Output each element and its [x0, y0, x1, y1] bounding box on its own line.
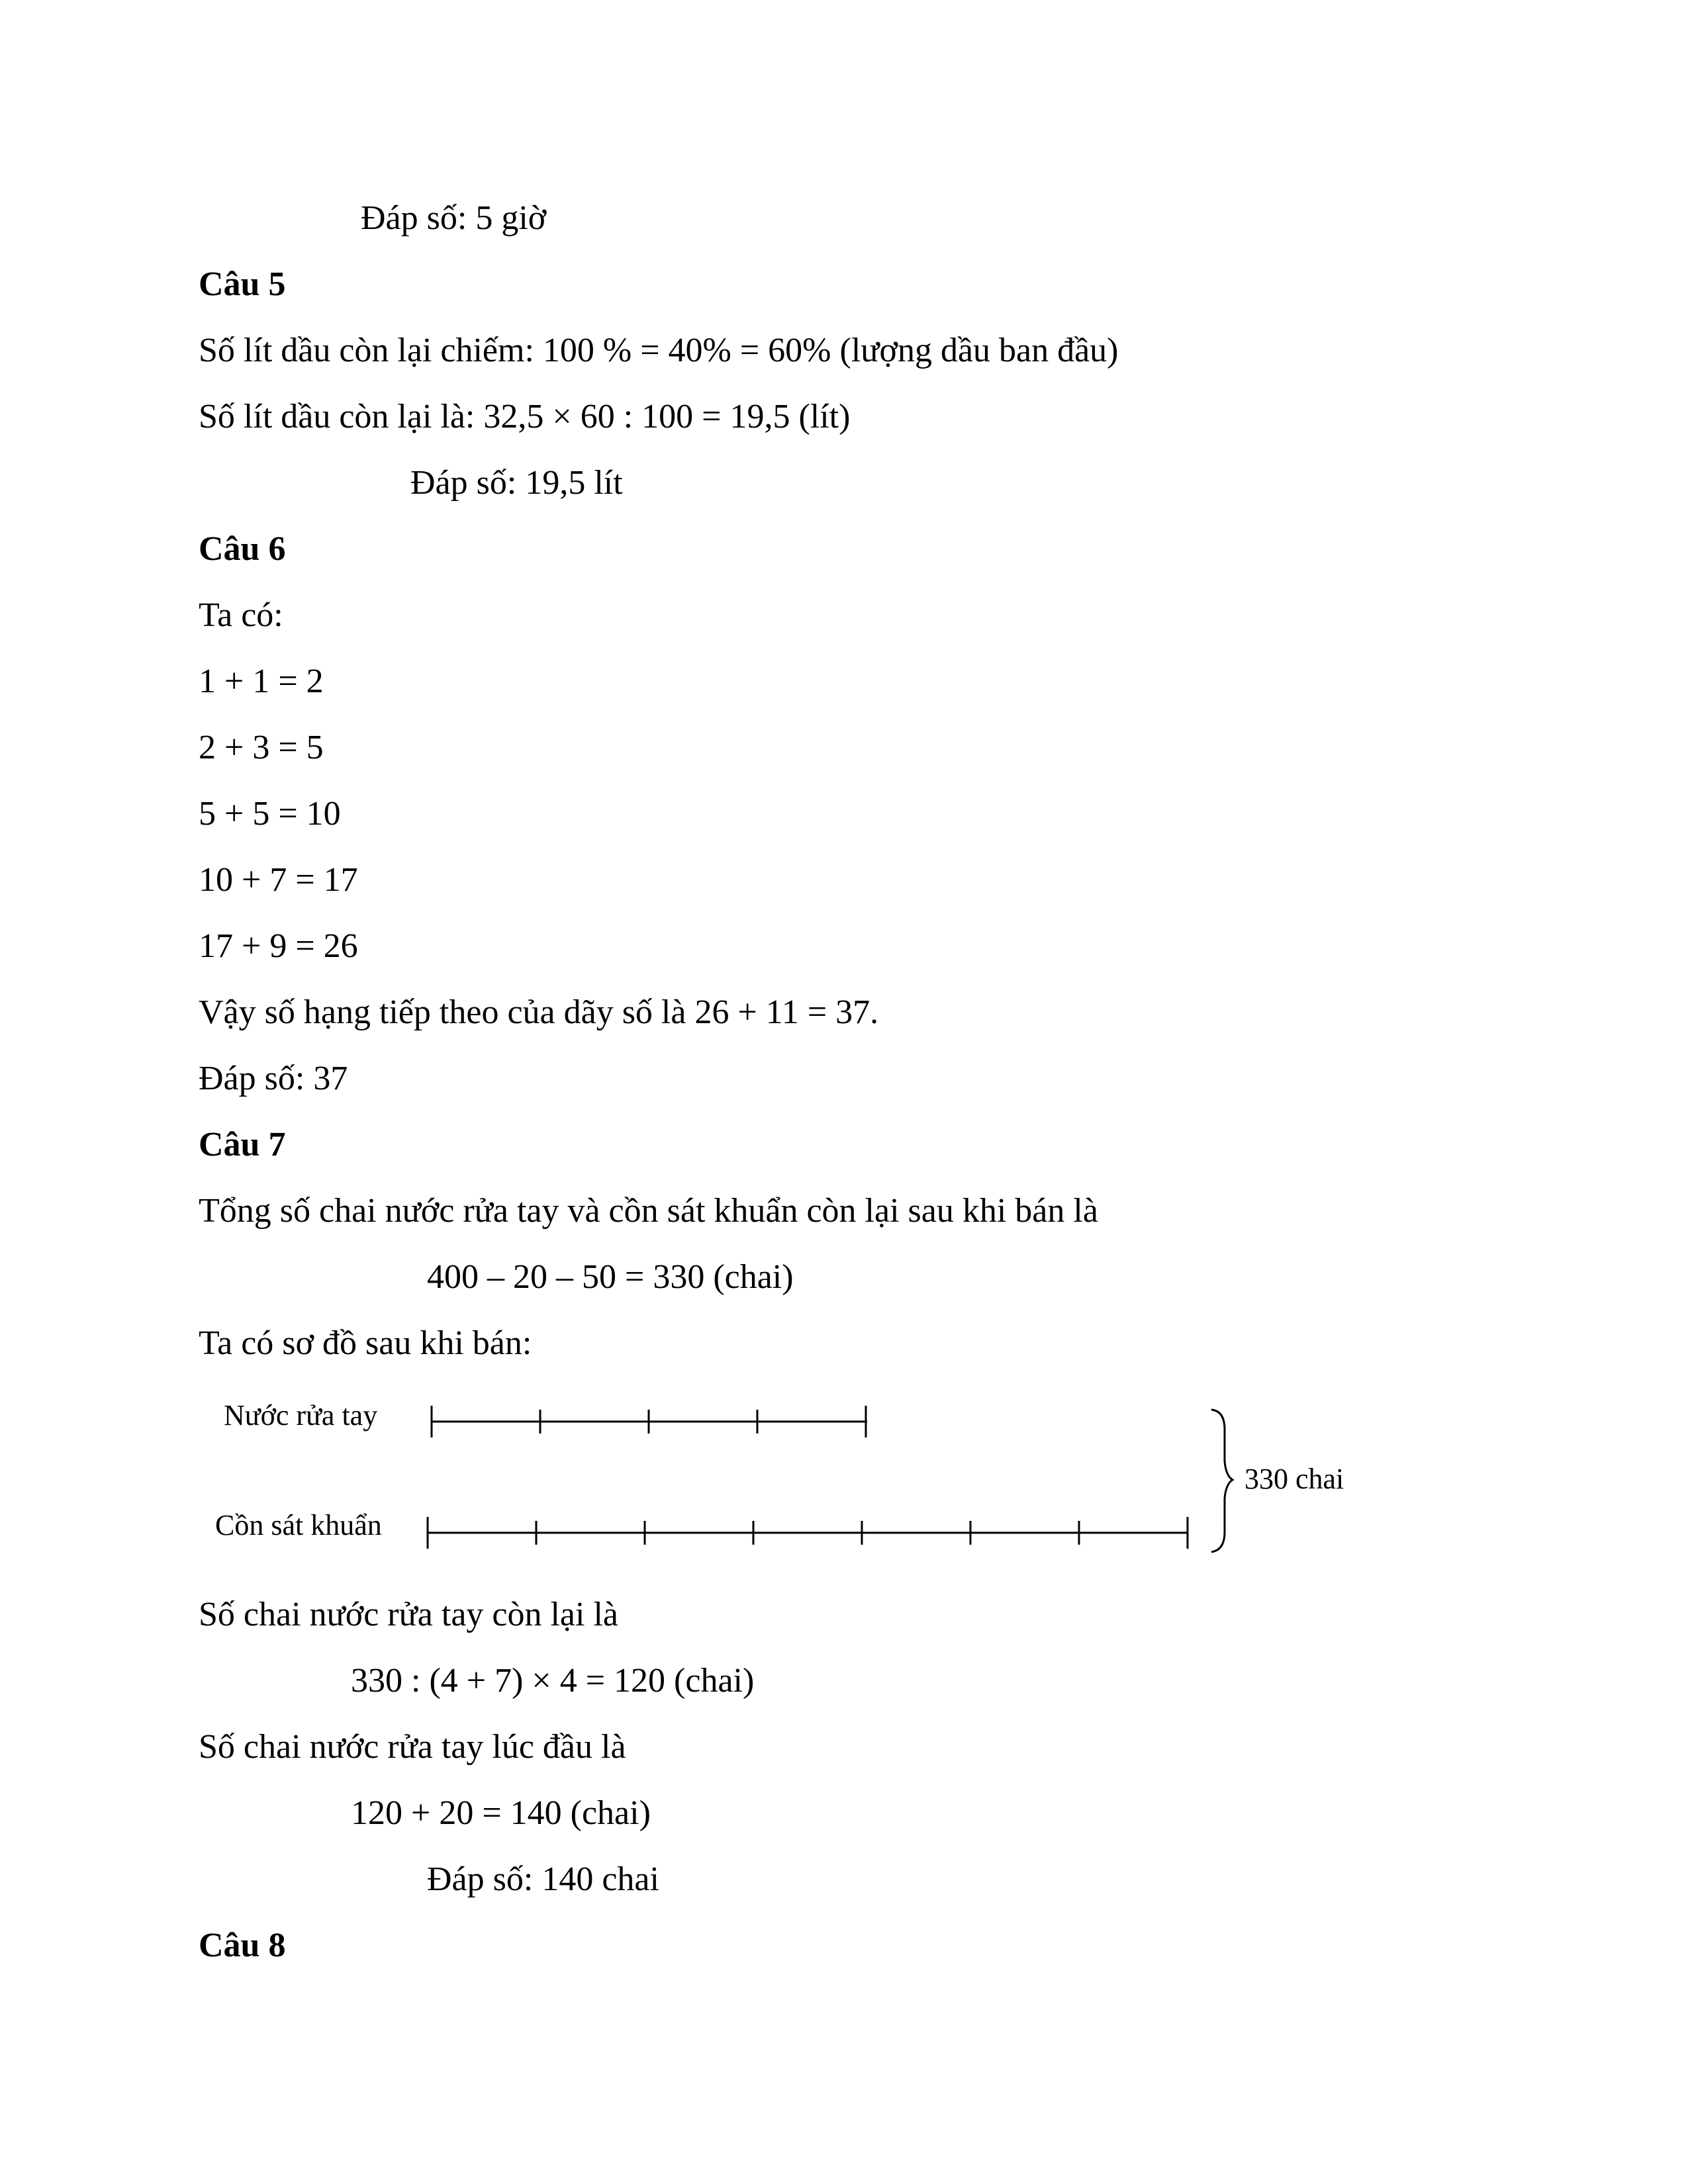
equation-line: 17 + 9 = 26 — [199, 927, 358, 965]
diagram-label-alcohol: Cồn sát khuẩn — [215, 1509, 382, 1541]
diagram-lines — [199, 1383, 1377, 1562]
question-heading: Câu 8 — [199, 1927, 286, 1964]
text-line: Ta có: — [199, 596, 283, 634]
diagram-total-label: 330 chai — [1244, 1463, 1344, 1495]
question-heading: Câu 5 — [199, 265, 286, 303]
answer-line: Đáp số: 5 giờ — [361, 199, 547, 237]
equation-line: 10 + 7 = 17 — [199, 861, 358, 899]
question-heading: Câu 6 — [199, 530, 286, 568]
brace-icon — [1211, 1410, 1233, 1552]
answer-line: Đáp số: 37 — [199, 1060, 348, 1097]
diagram-label-hand-sanitizer: Nước rửa tay — [224, 1399, 378, 1432]
text-line: Số lít dầu còn lại chiếm: 100 % = 40% = 60% (lượng dầu ban đầu) — [199, 332, 1119, 369]
answer-line: Đáp số: 19,5 lít — [410, 464, 623, 502]
text-line: Số chai nước rửa tay còn lại là — [199, 1596, 618, 1633]
equation-line: 2 + 3 = 5 — [199, 729, 324, 766]
equation-line: 400 – 20 – 50 = 330 (chai) — [427, 1258, 794, 1296]
text-line: Ta có sơ đồ sau khi bán: — [199, 1324, 532, 1362]
text-line: Số lít dầu còn lại là: 32,5 × 60 : 100 = 19,5 (lít) — [199, 398, 851, 435]
equation-line: 5 + 5 = 10 — [199, 795, 341, 833]
equation-line: 1 + 1 = 2 — [199, 662, 324, 700]
answer-line: Đáp số: 140 chai — [427, 1860, 659, 1898]
question-heading: Câu 7 — [199, 1126, 286, 1163]
text-line: Số chai nước rửa tay lúc đầu là — [199, 1728, 626, 1766]
text-line: Vậy số hạng tiếp theo của dãy số là 26 + 11 = 37. — [199, 993, 879, 1031]
equation-line: 330 : (4 + 7) × 4 = 120 (chai) — [351, 1662, 755, 1700]
segment-diagram — [199, 1383, 1377, 1562]
equation-line: 120 + 20 = 140 (chai) — [351, 1794, 651, 1832]
text-line: Tổng số chai nước rửa tay và cồn sát khuẩn còn lại sau khi bán là — [199, 1192, 1098, 1230]
